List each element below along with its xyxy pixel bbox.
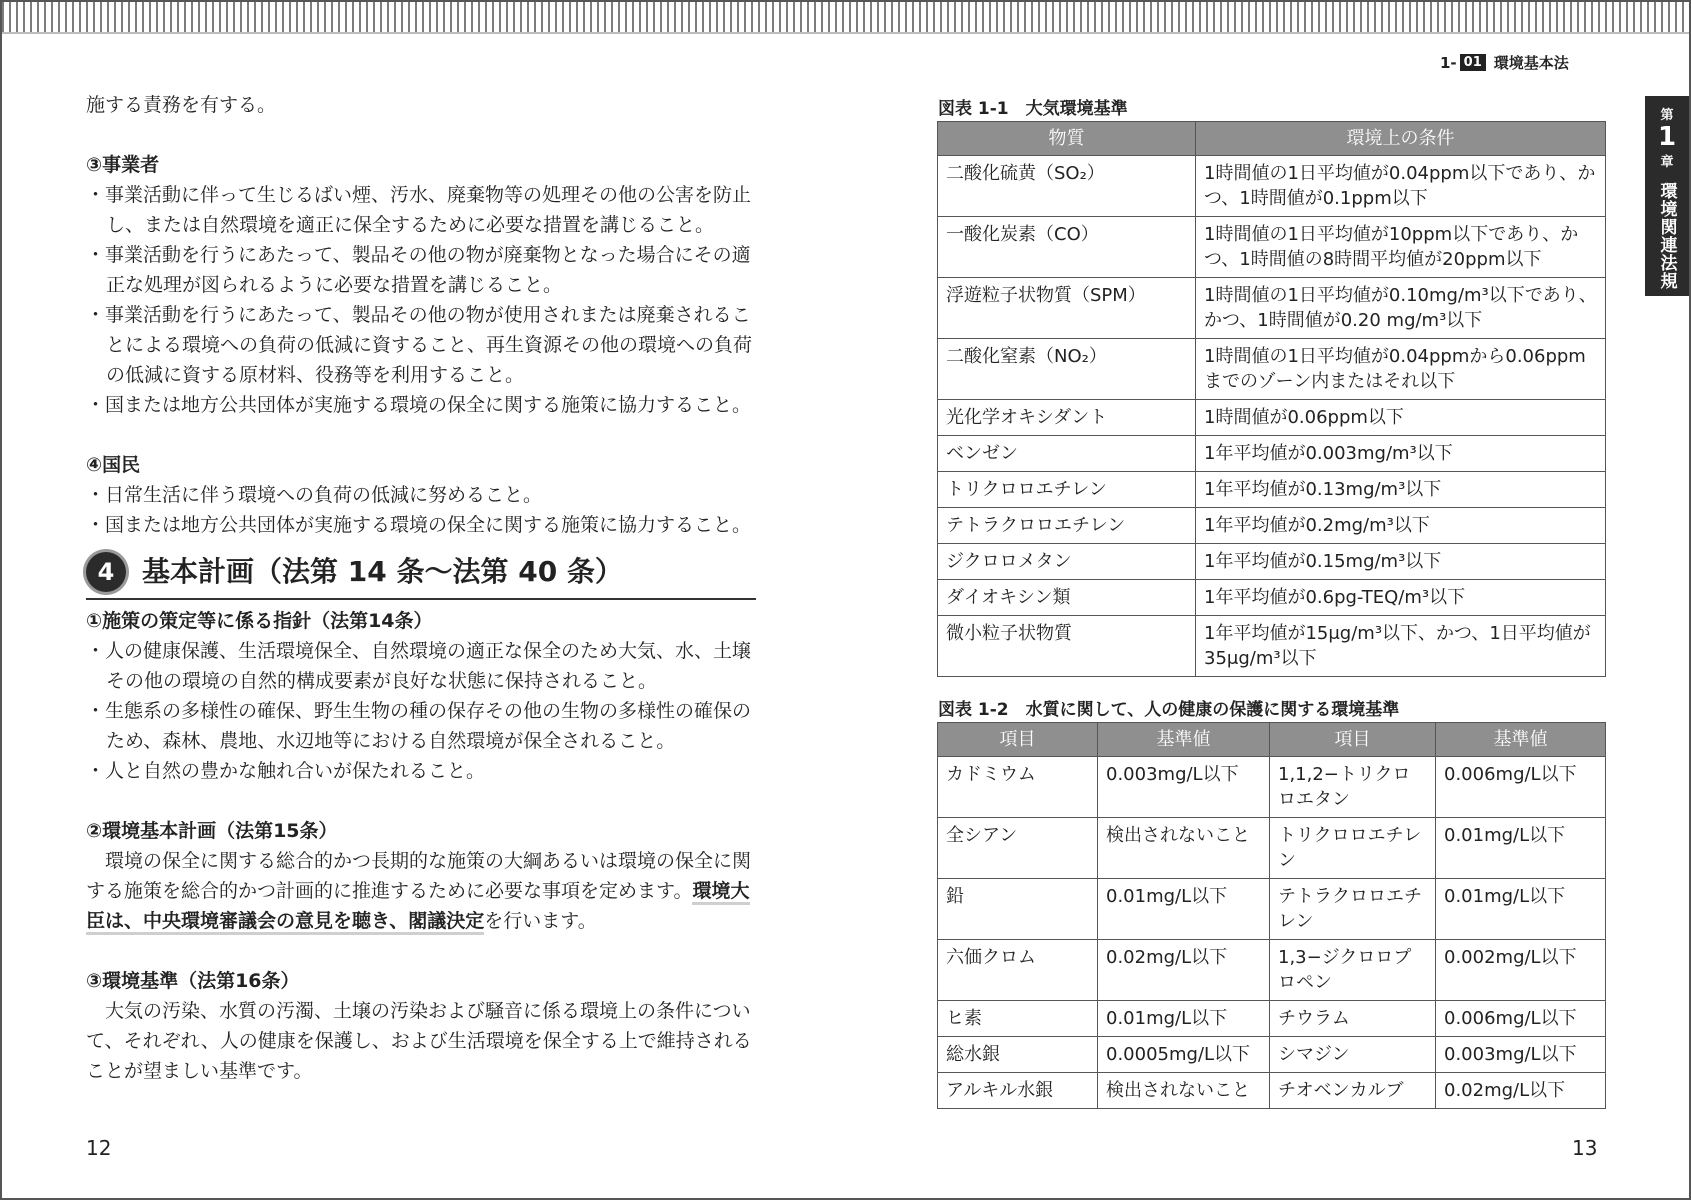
table-cell: 六価クロム xyxy=(938,940,1098,1001)
table-row xyxy=(938,217,1606,278)
table-row xyxy=(938,472,1606,508)
table-row xyxy=(938,544,1606,580)
top-ruler xyxy=(2,2,1689,32)
table-cell: ベンゼン xyxy=(938,436,1196,472)
kokumin-heading: ④国民 xyxy=(86,454,141,476)
column-header: 環境上の条件 xyxy=(1196,122,1606,156)
table-cell: カドミウム xyxy=(938,757,1098,818)
table-cell: チウラム xyxy=(1270,1001,1436,1037)
table-cell: ダイオキシン類 xyxy=(938,580,1196,616)
table-cell: 全シアン xyxy=(938,818,1098,879)
table-cell: テトラクロロエチレン xyxy=(1270,879,1436,940)
table-row xyxy=(938,508,1606,544)
table-row xyxy=(938,436,1606,472)
column-header: 項目 xyxy=(1270,723,1436,757)
table-cell: 光化学オキシダント xyxy=(938,400,1196,436)
table-row xyxy=(938,339,1606,400)
table-cell: シマジン xyxy=(1270,1037,1436,1073)
table-cell: 総水銀 xyxy=(938,1037,1098,1073)
table-cell: 検出されないこと xyxy=(1098,818,1270,879)
header-prefix: 1- xyxy=(1440,53,1457,72)
table-cell: 1時間値の1日平均値が10ppm以下であり、かつ、1時間値の8時間平均値が20ppm以下 xyxy=(1196,217,1606,278)
table-cell: ジクロロメタン xyxy=(938,544,1196,580)
table-header-row xyxy=(938,723,1606,757)
table-cell: 0.003mg/L以下 xyxy=(1098,757,1270,818)
table-row xyxy=(938,757,1606,818)
water-quality-standards-table xyxy=(937,722,1606,1109)
bullet-item: ・事業活動に伴って生じるばい煙、汚水、廃棄物等の処理その他の公害を防止し、または自然環境を適正に保全するために必要な措置を講じること。 xyxy=(86,184,752,236)
chapter-dai: 第 xyxy=(1660,108,1674,123)
table-row xyxy=(938,1037,1606,1073)
figure-1-2-caption: 図表 1-2 水質に関して、人の健康の保護に関する環境基準 xyxy=(938,700,1400,720)
bullet-item: ・事業活動を行うにあたって、製品その他の物が廃棄物となった場合にその適正な処理が図られるように必要な措置を講じること。 xyxy=(86,244,751,296)
chapter-sho: 章 xyxy=(1660,155,1674,170)
table-cell: 1時間値の1日平均値が0.04ppm以下であり、かつ、1時間値が0.1ppm以下 xyxy=(1196,156,1606,217)
section-heading xyxy=(86,552,756,600)
bullet-item: ・国または地方公共団体が実施する環境の保全に関する施策に協力すること。 xyxy=(86,514,752,536)
table-row xyxy=(938,1073,1606,1109)
table-cell: 検出されないこと xyxy=(1098,1073,1270,1109)
column-header: 物質 xyxy=(938,122,1196,156)
table-cell: 1時間値が0.06ppm以下 xyxy=(1196,400,1606,436)
bullet-item: ・生態系の多様性の確保、野生生物の種の保存その他の生物の多様性の確保のため、森林、農地、水辺地等における自然環境が保全されること。 xyxy=(86,700,752,752)
bullet-item: ・日常生活に伴う環境への負荷の低減に努めること。 xyxy=(86,484,543,506)
table-row xyxy=(938,940,1606,1001)
table-cell: 0.01mg/L以下 xyxy=(1436,879,1606,940)
table-cell: 二酸化窒素（NO₂） xyxy=(938,339,1196,400)
table-cell: 1,1,2−トリクロロエタン xyxy=(1270,757,1436,818)
section-title: 基本計画（法第 14 条〜法第 40 条） xyxy=(142,555,623,588)
page-number-left: 12 xyxy=(86,1136,112,1160)
table-cell: アルキル水銀 xyxy=(938,1073,1098,1109)
header-number-box: 01 xyxy=(1460,54,1486,71)
chapter-number: 1 xyxy=(1657,122,1677,152)
table-cell: 0.002mg/L以下 xyxy=(1436,940,1606,1001)
running-header xyxy=(1440,52,1569,73)
table-cell: 1年平均値が0.003mg/m³以下 xyxy=(1196,436,1606,472)
sub1-heading: ①施策の策定等に係る指針（法第14条） xyxy=(86,610,433,632)
sub2-highlight: 環境大臣は、中央環境審議会の意見を聴き、閣議決定 xyxy=(86,880,750,935)
table-cell: チオベンカルブ xyxy=(1270,1073,1436,1109)
table-row xyxy=(938,1001,1606,1037)
table-cell: 1時間値の1日平均値が0.04ppmから0.06ppmまでのゾーン内またはそれ以下 xyxy=(1196,339,1606,400)
table-cell: 0.01mg/L以下 xyxy=(1098,1001,1270,1037)
sub3-heading: ③環境基準（法第16条） xyxy=(86,970,300,992)
table-row xyxy=(938,156,1606,217)
table-cell: 二酸化硫黄（SO₂） xyxy=(938,156,1196,217)
column-header: 基準値 xyxy=(1098,723,1270,757)
sub2-body-post: を行います。 xyxy=(484,910,597,932)
sub3-body: 大気の汚染、水質の汚濁、土壌の汚染および騒音に係る環境上の条件について、それぞれ、人の健康を保護し、および生活環境を保全する上で維持されることが望ましい基準です。 xyxy=(86,1000,752,1082)
header-title: 環境基本法 xyxy=(1493,54,1569,72)
table-cell: 浮遊粒子状物質（SPM） xyxy=(938,278,1196,339)
table-cell: 1年平均値が0.6pg-TEQ/m³以下 xyxy=(1196,580,1606,616)
table-row xyxy=(938,818,1606,879)
jigyosha-heading: ③事業者 xyxy=(86,154,160,176)
bullet-item: ・事業活動を行うにあたって、製品その他の物が使用されまたは廃棄されることによる環境への負荷の低減に資すること、再生資源その他の環境への負荷の低減に資する原材料、役務等を利用すること。 xyxy=(86,304,753,386)
sub2-body-pre: 環境の保全に関する総合的かつ長期的な施策の大綱あるいは環境の保全に関する施策を総合的かつ計画的に推進するために必要な事項を定めます。 xyxy=(86,850,752,902)
bullet-item: ・人の健康保護、生活環境保全、自然環境の適正な保全のため大気、水、土壌その他の環境の自然的構成要素が良好な状態に保持されること。 xyxy=(86,640,752,692)
table-cell: テトラクロロエチレン xyxy=(938,508,1196,544)
bullet-item: ・人と自然の豊かな触れ合いが保たれること。 xyxy=(86,760,486,782)
column-header: 基準値 xyxy=(1436,723,1606,757)
table-cell: 一酸化炭素（CO） xyxy=(938,217,1196,278)
column-header: 項目 xyxy=(938,723,1098,757)
table-cell: 0.006mg/L以下 xyxy=(1436,757,1606,818)
table-cell: 1年平均値が0.2mg/m³以下 xyxy=(1196,508,1606,544)
table-cell: 鉛 xyxy=(938,879,1098,940)
table-cell: 0.01mg/L以下 xyxy=(1436,818,1606,879)
table-cell: トリクロロエチレン xyxy=(938,472,1196,508)
ruler-base xyxy=(2,32,1689,34)
table-cell: 0.0005mg/L以下 xyxy=(1098,1037,1270,1073)
table-cell: 1年平均値が15μg/m³以下、かつ、1日平均値が35μg/m³以下 xyxy=(1196,616,1606,677)
table-row xyxy=(938,400,1606,436)
page-number-right: 13 xyxy=(1572,1136,1598,1160)
table-cell: 1年平均値が0.15mg/m³以下 xyxy=(1196,544,1606,580)
table-cell: トリクロロエチレン xyxy=(1270,818,1436,879)
figure-1-1-caption: 図表 1-1 大気環境基準 xyxy=(938,99,1128,119)
table-cell: ヒ素 xyxy=(938,1001,1098,1037)
air-quality-standards-table xyxy=(937,121,1606,677)
table-row xyxy=(938,278,1606,339)
sub2-body xyxy=(86,846,756,936)
table-cell: 0.006mg/L以下 xyxy=(1436,1001,1606,1037)
intro-text: 施する責務を有する。 xyxy=(86,94,277,116)
table-cell: 1,3−ジクロロプロペン xyxy=(1270,940,1436,1001)
section-number-badge: 4 xyxy=(86,552,126,592)
table-row xyxy=(938,580,1606,616)
table-cell: 0.01mg/L以下 xyxy=(1098,879,1270,940)
chapter-tab xyxy=(1645,96,1689,296)
table-cell: 1時間値の1日平均値が0.10mg/m³以下であり、かつ、1時間値が0.20 mg/m³以下 xyxy=(1196,278,1606,339)
table-cell: 0.02mg/L以下 xyxy=(1098,940,1270,1001)
table-row xyxy=(938,616,1606,677)
table-row xyxy=(938,879,1606,940)
table-cell: 0.02mg/L以下 xyxy=(1436,1073,1606,1109)
chapter-title: 環境関連法規 xyxy=(1656,182,1677,290)
sub2-heading: ②環境基本計画（法第15条） xyxy=(86,820,338,842)
table-cell: 0.003mg/L以下 xyxy=(1436,1037,1606,1073)
table-cell: 微小粒子状物質 xyxy=(938,616,1196,677)
bullet-item: ・国または地方公共団体が実施する環境の保全に関する施策に協力すること。 xyxy=(86,394,752,416)
table-header-row xyxy=(938,122,1606,156)
left-page-content xyxy=(86,90,756,1086)
table-cell: 1年平均値が0.13mg/m³以下 xyxy=(1196,472,1606,508)
